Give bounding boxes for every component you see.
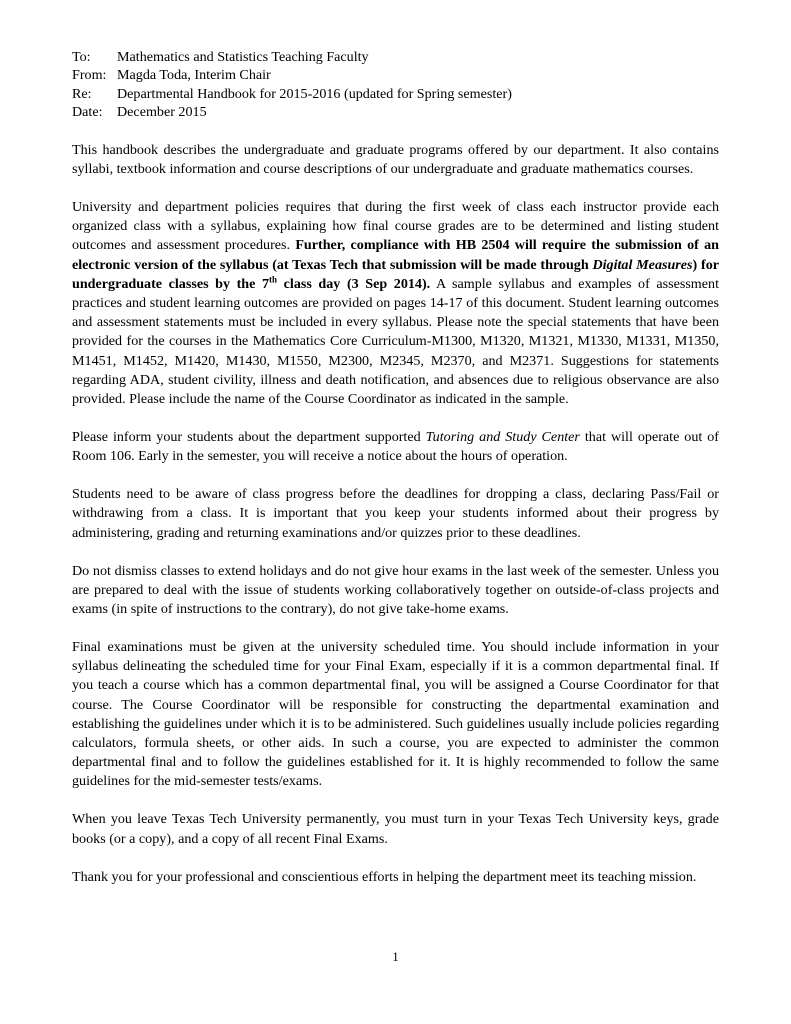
memo-re-row (72, 85, 719, 103)
memo-from-value: Magda Toda, Interim Chair (117, 67, 271, 84)
tutoring-text-end: that will operate out of Room 106. Early in the semester, you will receive a notice about the hours of operation. (72, 428, 720, 465)
syllabus-policy-paragraph (72, 198, 719, 409)
policy-bold-text-2: ) for undergraduate classes by the 7 (72, 256, 719, 292)
tutoring-center-name: Tutoring and Study Center (425, 428, 580, 445)
holidays-paragraph: Do not dismiss classes to extend holidays and do not give hour exams in the last week of the semester. Unless you are prepared to deal with the issue of students working collaboratively together on outside-of-class projects and exams (in spite of instructions to the contrary), do not give take-home exams. (72, 562, 719, 617)
memo-date-label: Date: (72, 103, 103, 120)
memo-to-row (72, 48, 719, 66)
digital-measures-text: Digital Measures (592, 256, 693, 273)
policy-bold-text-3: class day (3 Sep 2014). (277, 275, 431, 292)
memo-date-value: December 2015 (117, 103, 207, 120)
memo-from-label: From: (72, 67, 107, 84)
class-progress-paragraph: Students need to be aware of class progress before the deadlines for dropping a class, declaring Pass/Fail or withdrawing from a class. It is important that you keep your students informed about their progress by administering, grading and returning examinations and/or quizzes prior to these deadlines. (72, 486, 719, 541)
policy-text-start: University and department policies requires that during the first week of class each instructor provide each organized class with a syllabus, explaining how final course grades are to be determined and listing student outcomes and assessment procedures. (72, 198, 719, 254)
memo-to-value: Mathematics and Statistics Teaching Faculty (117, 49, 369, 65)
memo-from-row (72, 66, 719, 84)
tutoring-text-start: Please inform your students about the department supported (72, 428, 426, 445)
memo-date-row (72, 103, 719, 121)
final-exams-paragraph: Final examinations must be given at the university scheduled time. You should include information in your syllabus delineating the scheduled time for your Final Exam, especially if it is a common departmental final. If you teach a course which has a common departmental final, you will be assigned a Course Coordinator for that course. The Course Coordinator will be responsible for constructing the departmental examination and establishing the guidelines under which it is to be administered. Such guidelines usually include policies regarding calculators, formula sheets, or other aids. In such a course, you are expected to administer the common departmental final and to follow the guidelines established for it. It is highly recommended to follow the same guidelines for the mid-semester tests/exams. (72, 638, 719, 790)
leaving-university-paragraph: When you leave Texas Tech University permanently, you must turn in your Texas Tech University keys, grade books (or a copy), and a copy of all recent Final Exams. (72, 811, 719, 847)
policy-text-end: A sample syllabus and examples of assessment practices and student learning outcomes are provided on pages 14-17 of this document. Student learning outcomes and assessment statements must be included in every syllabus. Please note the special statements that have been provided for the courses in the Mathematics Core Curriculum-M1300, M1320, M1321, M1330, M1331, M1350, M1451, M1452, M1420, M1430, M1550, M2300, M2345, M2370, and M2371. Suggestions for statements regarding ADA, student civility, illness and death notification, and absences due to religious observance are also provided. Please include the name of the Course Coordinator as indicated in the sample. (72, 275, 719, 407)
policy-bold-text-1: Further, compliance with HB 2504 will require the submission of an electronic version of the syllabus (at Texas Tech that submission will be made through (72, 237, 720, 273)
page-number: 1 (392, 950, 399, 964)
ordinal-superscript: th (269, 274, 278, 285)
intro-paragraph: This handbook describes the undergraduate and graduate programs offered by our department. It also contains syllabi, textbook information and course descriptions of our undergraduate and graduate mathematics courses. (72, 141, 719, 177)
memo-re-value: Departmental Handbook for 2015-2016 (updated for Spring semester) (117, 85, 512, 102)
memo-re-label: Re: (72, 85, 92, 102)
memo-header (72, 48, 719, 121)
memo-to-label: To: (72, 49, 91, 65)
thank-you-paragraph: Thank you for your professional and conscientious efforts in helping the department meet its teaching mission. (72, 868, 697, 885)
tutoring-paragraph (72, 428, 719, 466)
